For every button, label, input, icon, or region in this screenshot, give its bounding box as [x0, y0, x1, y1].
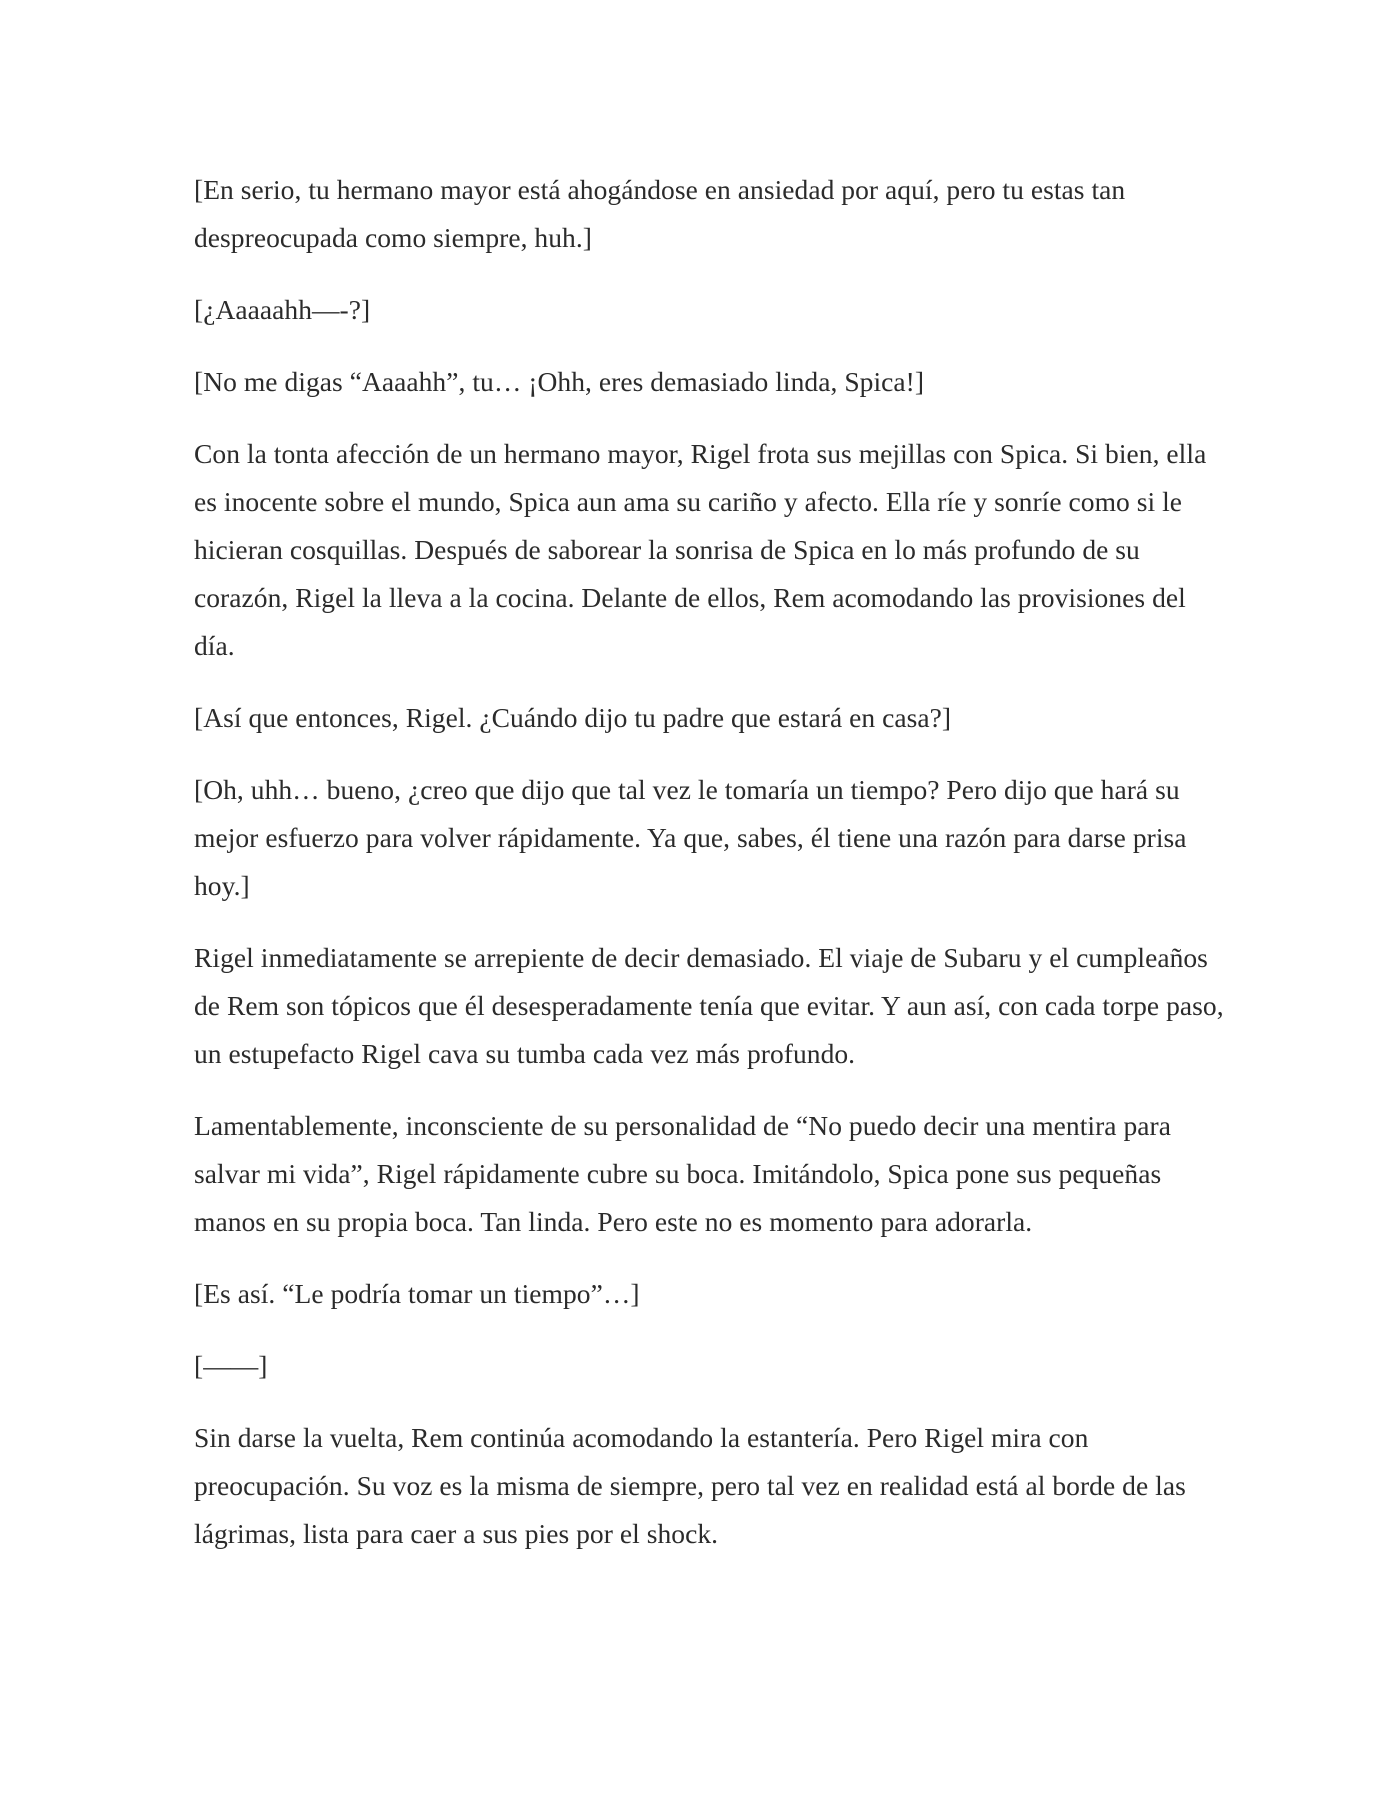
paragraph: Lamentablemente, inconsciente de su personalidad de “No puedo decir una mentira para salvar mi vida”, Rigel rápidamente cubre su boca. Imitándolo, Spica pone sus pequeñas manos en su propia boca. Tan linda. Pero este no es momento para adorarla. — [194, 1110, 1171, 1237]
page-content — [194, 166, 1224, 1582]
paragraph: Con la tonta afección de un hermano mayor, Rigel frota sus mejillas con Spica. Si bien, ella es inocente sobre el mundo, Spica aun ama su cariño y afecto. Ella ríe y sonríe como si le hicieran cosquillas. Después de saborear la sonrisa de Spica en lo más profundo de su corazón, Rigel la lleva a la cocina. Delante de ellos, Rem acomodando las provisiones del día. — [194, 438, 1207, 661]
paragraph: Rigel inmediatamente se arrepiente de decir demasiado. El viaje de Subaru y el cumpleaños de Rem son tópicos que él desesperadamente tenía que evitar. Y aun así, con cada torpe paso, un estupefacto Rigel cava su tumba cada vez más profundo. — [194, 942, 1224, 1069]
paragraph: [Así que entonces, Rigel. ¿Cuándo dijo tu padre que estará en casa?] — [194, 702, 952, 733]
paragraph: [Oh, uhh… bueno, ¿creo que dijo que tal vez le tomaría un tiempo? Pero dijo que hará su mejor esfuerzo para volver rápidamente. Ya que, sabes, él tiene una razón para darse prisa hoy.] — [194, 774, 1187, 901]
paragraph: [No me digas “Aaaahh”, tu… ¡Ohh, eres demasiado linda, Spica!] — [194, 366, 925, 397]
paragraph: [Es así. “Le podría tomar un tiempo”…] — [194, 1278, 640, 1309]
paragraph: [En serio, tu hermano mayor está ahogándose en ansiedad por aquí, pero tu estas tan despreocupada como siempre, huh.] — [194, 174, 1126, 253]
paragraph: [——] — [194, 1350, 268, 1381]
paragraph: Sin darse la vuelta, Rem continúa acomodando la estantería. Pero Rigel mira con preocupación. Su voz es la misma de siempre, pero tal vez en realidad está al borde de las lágrimas, lista para caer a sus pies por el shock. — [194, 1422, 1186, 1549]
paragraph: [¿Aaaaahh—-?] — [194, 294, 371, 325]
